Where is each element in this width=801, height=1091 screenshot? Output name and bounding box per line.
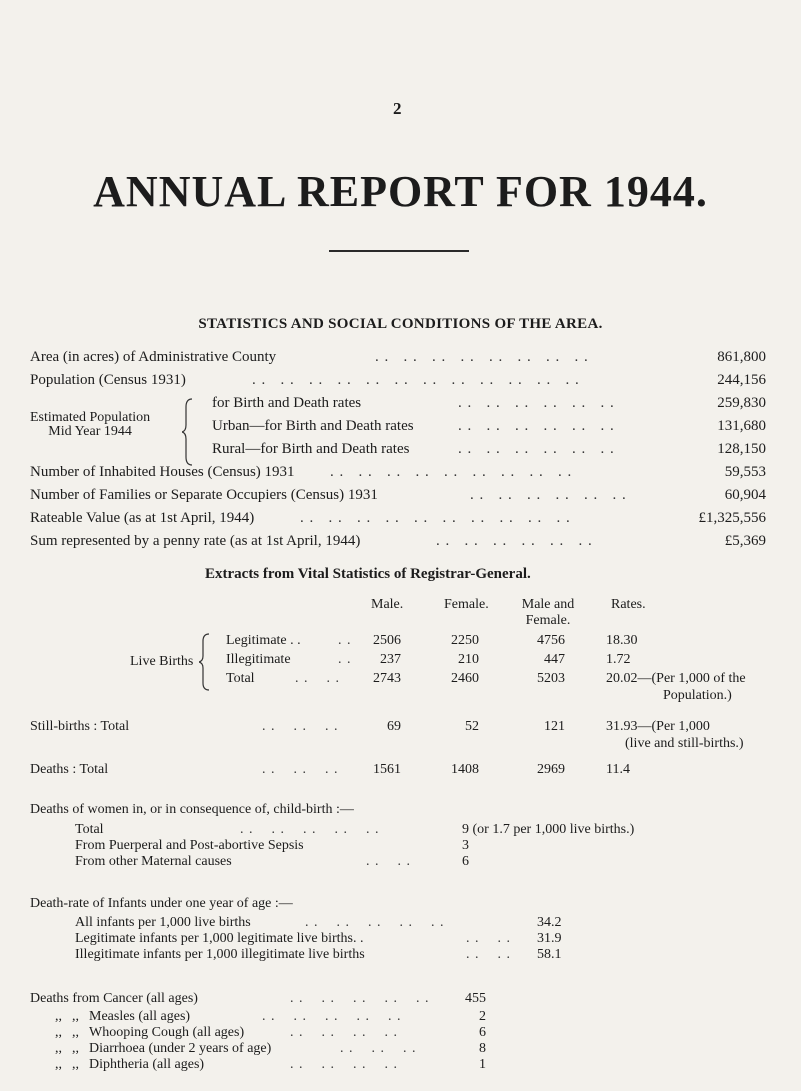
leader-dots: . . . . . . . . . . . . — [470, 487, 627, 503]
cause-diarrhoea-value: 8 — [479, 1041, 486, 1056]
leader-dots: . . . . . . — [340, 1041, 417, 1056]
infant-all-label: All infants per 1,000 live births — [75, 915, 251, 930]
deaths-label: Deaths : Total — [30, 762, 109, 777]
leader-dots: . . . . . . . . . . . . — [458, 395, 615, 411]
page-title: ANNUAL REPORT FOR 1944. — [93, 167, 708, 216]
title-rule — [329, 250, 469, 252]
ditto-mark: ,, — [55, 1041, 62, 1056]
infant-legit-value: 31.9 — [537, 931, 562, 946]
stat-row-rateable-label: Rateable Value (as at 1st April, 1944) — [30, 510, 255, 526]
lb-illegit-rate: 1.72 — [606, 652, 631, 667]
stat-row-rateable-value: £1,325,556 — [698, 510, 766, 526]
maternal-sepsis-value: 3 — [462, 838, 469, 853]
stat-row-families-value: 60,904 — [724, 487, 766, 503]
leader-dots: . . . . . . . . . . . . . . . . . . . . . . . . — [252, 372, 580, 388]
leader-dots: . . . . . . . . . . — [262, 1009, 402, 1024]
maternal-total-value: 9 (or 1.7 per 1,000 live births.) — [462, 822, 635, 837]
leader-dots: . . . . — [466, 947, 511, 962]
stat-row-area-label: Area (in acres) of Administrative County — [30, 349, 277, 365]
leader-dots: . . — [338, 633, 352, 648]
ditto-mark: ,, — [72, 1057, 79, 1072]
stat-row-rural-value: 128,150 — [717, 441, 766, 457]
lb-legit-both: 4756 — [537, 633, 565, 648]
lb-legit-label: Legitimate . . — [226, 633, 301, 648]
lb-total-rate-2: Population.) — [663, 688, 732, 703]
leader-dots: . . . . . . . . . . — [240, 822, 380, 837]
cause-diarrhoea-label: Diarrhoea (under 2 years of age) — [89, 1041, 272, 1056]
still-births-rate-2: (live and still-births.) — [625, 736, 744, 751]
lb-total-both: 5203 — [537, 671, 565, 686]
lb-total-male: 2743 — [373, 671, 401, 686]
lb-illegit-male: 237 — [380, 652, 401, 667]
still-births-label: Still-births : Total — [30, 719, 130, 734]
infant-heading: Death-rate of Infants under one year of age :— — [30, 896, 293, 911]
leader-dots: . . . . . . — [262, 719, 339, 734]
still-births-rate: 31.93—(Per 1,000 — [606, 719, 710, 734]
cause-whooping-label: Whooping Cough (all ages) — [89, 1025, 245, 1040]
infant-all-value: 34.2 — [537, 915, 562, 930]
maternal-sepsis-label: From Puerperal and Post-abortive Sepsis — [75, 838, 304, 853]
still-births-male: 69 — [387, 719, 401, 734]
vital-heading: Extracts from Vital Statistics of Registrar-General. — [205, 566, 531, 582]
cause-diphtheria-label: Diphtheria (all ages) — [89, 1057, 205, 1072]
lb-total-label: Total — [226, 671, 255, 686]
leader-dots: . . . . . . . . . . — [290, 991, 430, 1006]
maternal-heading: Deaths of women in, or in consequence of, child-birth :— — [30, 802, 354, 817]
leader-dots: . . . . . . — [262, 762, 339, 777]
estimated-population-label: Estimated Population Mid Year 1944 — [30, 410, 151, 439]
lb-legit-female: 2250 — [451, 633, 479, 648]
brace-icon — [182, 397, 194, 467]
leader-dots: . . . . — [295, 671, 340, 686]
stat-row-area-value: 861,800 — [717, 349, 766, 365]
leader-dots: . . . . — [466, 931, 511, 946]
leader-dots: . . . . — [366, 854, 411, 869]
stat-row-est-label: for Birth and Death rates — [212, 395, 362, 411]
stat-row-pop-label: Population (Census 1931) — [30, 372, 186, 388]
brace-icon — [199, 632, 211, 692]
stat-row-pop-value: 244,156 — [717, 372, 766, 388]
leader-dots: . . . . . . . . . . . . — [458, 418, 615, 434]
leader-dots: . . . . . . . . . . . . — [436, 533, 593, 549]
infant-illegit-value: 58.1 — [537, 947, 562, 962]
stat-row-houses-label: Number of Inhabited Houses (Census) 1931 — [30, 464, 295, 480]
cause-diphtheria-value: 1 — [479, 1057, 486, 1072]
stat-row-penny-value: £5,369 — [724, 533, 766, 549]
stat-row-urban-label: Urban—for Birth and Death rates — [212, 418, 414, 434]
stat-row-est-value: 259,830 — [717, 395, 766, 411]
ditto-mark: ,, — [55, 1009, 62, 1024]
still-births-both: 121 — [544, 719, 565, 734]
live-births-label: Live Births — [130, 654, 194, 669]
deaths-rate: 11.4 — [606, 762, 630, 777]
lb-total-rate: 20.02—(Per 1,000 of the — [606, 671, 746, 686]
ditto-mark: ,, — [55, 1025, 62, 1040]
lb-illegit-female: 210 — [458, 652, 479, 667]
leader-dots: . . — [338, 652, 352, 667]
cause-cancer-label: Deaths from Cancer (all ages) — [30, 991, 198, 1006]
lb-legit-male: 2506 — [373, 633, 401, 648]
stat-row-urban-value: 131,680 — [717, 418, 766, 434]
maternal-other-label: From other Maternal causes — [75, 854, 232, 869]
infant-illegit-label: Illegitimate infants per 1,000 illegitimate live births — [75, 947, 365, 962]
col-male: Male. — [371, 597, 404, 612]
leader-dots: . . . . . . . . . . . . . . . . . . . . — [300, 510, 571, 526]
col-female: Female. — [444, 597, 489, 612]
deaths-female: 1408 — [451, 762, 479, 777]
leader-dots: . . . . . . . . — [290, 1025, 398, 1040]
stat-row-penny-label: Sum represented by a penny rate (as at 1st April, 1944) — [30, 533, 361, 549]
maternal-other-value: 6 — [462, 854, 469, 869]
ditto-mark: ,, — [72, 1041, 79, 1056]
still-births-female: 52 — [465, 719, 479, 734]
cause-cancer-value: 455 — [465, 991, 486, 1006]
lb-total-female: 2460 — [451, 671, 479, 686]
page-number: 2 — [393, 99, 402, 118]
col-rates: Rates. — [611, 597, 646, 612]
lb-illegit-label: Illegitimate — [226, 652, 291, 667]
lb-illegit-both: 447 — [544, 652, 565, 667]
deaths-male: 1561 — [373, 762, 401, 777]
stat-row-rural-label: Rural—for Birth and Death rates — [212, 441, 410, 457]
infant-legit-label: Legitimate infants per 1,000 legitimate live births. . — [75, 931, 364, 946]
leader-dots: . . . . . . . . . . . . . . . . — [375, 349, 589, 365]
stat-row-houses-value: 59,553 — [724, 464, 766, 480]
leader-dots: . . . . . . . . . . . . — [458, 441, 615, 457]
cause-whooping-value: 6 — [479, 1025, 486, 1040]
leader-dots: . . . . . . . . . . — [305, 915, 445, 930]
lb-legit-rate: 18.30 — [606, 633, 638, 648]
cause-measles-label: Measles (all ages) — [89, 1009, 191, 1024]
ditto-mark: ,, — [55, 1057, 62, 1072]
leader-dots: . . . . . . . . . . . . . . . . . . — [330, 464, 573, 480]
deaths-both: 2969 — [537, 762, 565, 777]
ditto-mark: ,, — [72, 1025, 79, 1040]
col-both: Male and Female. — [521, 597, 575, 628]
stats-heading: STATISTICS AND SOCIAL CONDITIONS OF THE AREA. — [198, 316, 603, 332]
maternal-total-label: Total — [75, 822, 104, 837]
cause-measles-value: 2 — [479, 1009, 486, 1024]
ditto-mark: ,, — [72, 1009, 79, 1024]
leader-dots: . . . . . . . . — [290, 1057, 398, 1072]
stat-row-families-label: Number of Families or Separate Occupiers (Census) 1931 — [30, 487, 378, 503]
